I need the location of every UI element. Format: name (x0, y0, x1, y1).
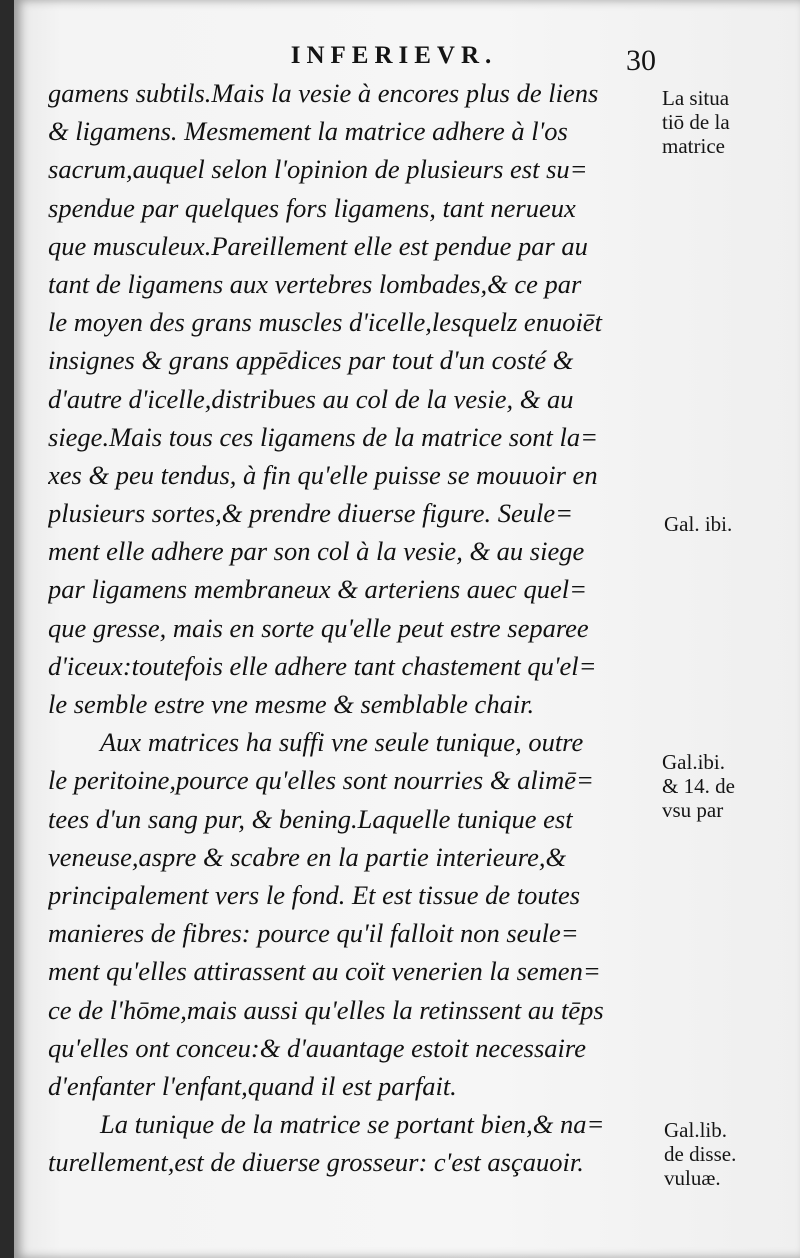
paragraph-start-line: Aux matrices ha suffi vne seule tunique, outre (100, 727, 584, 758)
text-line: ment qu'elles attirassent au coït venerien la semen= (48, 956, 601, 987)
margin-note-line: La situa (662, 86, 730, 110)
running-title: INFERIEVR. (290, 42, 498, 69)
text-line: plusieurs sortes,& prendre diuerse figure. Seule= (48, 498, 574, 529)
text-line: xes & peu tendus, à fin qu'elle puisse se mouuoir en (48, 459, 598, 490)
text-line: veneuse,aspre & scabre en la partie interieure,& (48, 841, 567, 872)
text-line: insignes & grans appēdices par tout d'un costé & (48, 345, 574, 376)
text-line: d'iceux:toutefois elle adhere tant chastement qu'el= (48, 650, 597, 681)
margin-note-line: Gal. ibi. (664, 512, 733, 536)
page-number: 30 (626, 44, 656, 77)
text-line: siege.Mais tous ces ligamens de la matrice sont la= (48, 421, 599, 452)
margin-note-situation (662, 86, 730, 158)
text-line: turellement,est de diuerse grosseur: c'est asçauoir. (48, 1147, 584, 1178)
margin-note-galen-2 (662, 750, 735, 822)
margin-note-line: & 14. de (662, 774, 735, 798)
text-line: qu'elles ont conceu:& d'auantage estoit necessaire (48, 1032, 587, 1063)
text-line: principalement vers le fond. Et est tissue de toutes (48, 879, 581, 910)
text-line: tant de ligamens aux vertebres lombades,& ce par (48, 268, 582, 299)
margin-note-line: vsu par (662, 798, 724, 822)
text-line: sacrum,auquel selon l'opinion de plusieurs est su= (48, 154, 588, 185)
book-page (14, 0, 800, 1258)
margin-note-line: Gal.ibi. (662, 750, 725, 774)
margin-note-line: de disse. (664, 1142, 737, 1166)
text-line: que musculeux.Pareillement elle est pendue par au (48, 230, 588, 261)
text-line: ce de l'hōme,mais aussi qu'elles la retinssent au tēps (48, 994, 604, 1025)
margin-note-line: matrice (662, 134, 725, 158)
text-line: spendue par quelques fors ligamens, tant nerueux (48, 192, 576, 223)
text-line: & ligamens. Mesmement la matrice adhere à l'os (48, 116, 568, 147)
text-line: tees d'un sang pur, & bening.Laquelle tunique est (48, 803, 573, 834)
text-line: le peritoine,pource qu'elles sont nourries & alimē= (48, 765, 594, 796)
text-line: le moyen des grans muscles d'icelle,lesquelz enuoiēt (48, 307, 602, 338)
text-line: gamens subtils.Mais la vesie à encores plus de liens (48, 78, 599, 108)
text-line: ment elle adhere par son col à la vesie, & au siege (48, 536, 585, 567)
text-line: par ligamens membraneux & arteriens auec quel= (48, 574, 587, 605)
margin-note-line: Gal.lib. (664, 1118, 727, 1142)
text-line: d'autre d'icelle,distribues au col de la vesie, & au (48, 383, 574, 414)
margin-note-galen-3 (664, 1118, 736, 1190)
text-line: que gresse, mais en sorte qu'elle peut estre separee (48, 612, 589, 643)
paragraph-start-line: La tunique de la matrice se portant bien,& na= (100, 1109, 605, 1140)
text-line: le semble estre vne mesme & semblable chair. (48, 689, 535, 719)
margin-note-galen-1 (664, 512, 732, 536)
text-line: manieres de fibres: pource qu'il falloit non seule= (48, 918, 579, 949)
main-text-block (48, 74, 678, 1181)
text-line: d'enfanter l'enfant,quand il est parfait. (48, 1070, 457, 1101)
margin-note-line: vuluæ. (664, 1166, 721, 1190)
margin-note-line: tiō de la (662, 110, 730, 134)
